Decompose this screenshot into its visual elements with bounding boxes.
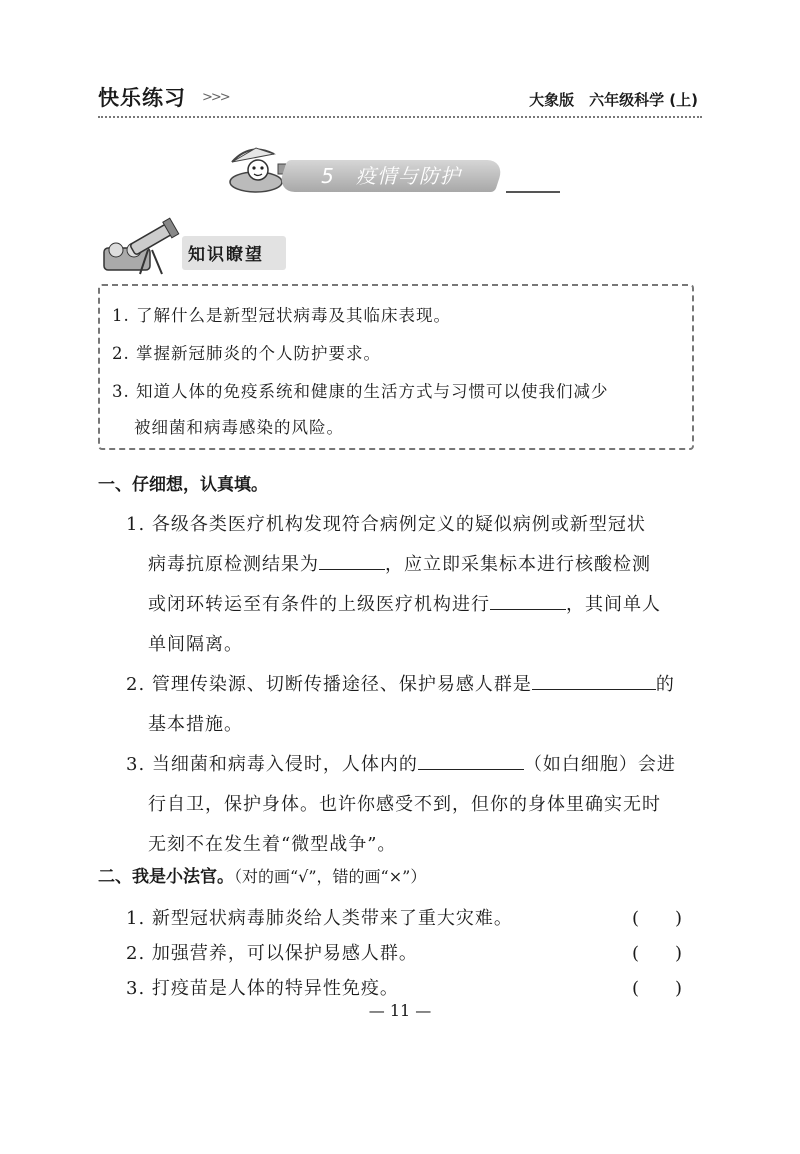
q3-line-2: 行自卫，保护身体。也许你感受不到，但你的身体里确实无时 bbox=[148, 794, 661, 815]
section-1-title: 一、仔细想，认真填。 bbox=[98, 475, 268, 495]
q1-text-b: ，应立即采集标本进行核酸检测 bbox=[385, 554, 651, 575]
q3-blank[interactable] bbox=[418, 769, 524, 770]
q3-line-1 bbox=[126, 750, 676, 776]
q1-text-d: ，其间单人 bbox=[566, 594, 661, 615]
q3-line-3: 无刻不在发生着“微型战争”。 bbox=[148, 834, 397, 855]
title-underline bbox=[506, 191, 560, 193]
q2-blank[interactable] bbox=[532, 689, 656, 690]
section-2-heading: 二、我是小法官。 bbox=[98, 867, 234, 887]
page-number: — 11 — bbox=[368, 1001, 432, 1020]
judge-answer-1[interactable]: ( ) bbox=[632, 908, 683, 929]
lesson-title: 5 疫情与防护 bbox=[321, 164, 461, 188]
lesson-banner bbox=[226, 140, 566, 196]
q1-line-2 bbox=[148, 550, 651, 576]
q1-line-3 bbox=[148, 590, 661, 616]
q1-text-a: 病毒抗原检测结果为 bbox=[148, 554, 319, 575]
q3-text-a: 3. 当细菌和病毒入侵时，人体内的 bbox=[126, 754, 418, 775]
objective-2: 2. 掌握新冠肺炎的个人防护要求。 bbox=[112, 344, 381, 363]
section-2-note: （对的画“√”，错的画“×”） bbox=[234, 867, 427, 886]
knowledge-title: 知识瞭望 bbox=[188, 245, 264, 265]
q2-line-1 bbox=[126, 670, 675, 696]
q1-text-c: 或闭环转运至有条件的上级医疗机构进行 bbox=[148, 594, 490, 615]
section-2-title bbox=[98, 862, 426, 887]
judge-answer-3[interactable]: ( ) bbox=[632, 978, 683, 999]
q1-line-4: 单间隔离。 bbox=[148, 634, 243, 655]
edition-label: 大象版 六年级科学 (上) bbox=[529, 91, 698, 109]
knowledge-header bbox=[100, 210, 300, 276]
judge-item-2: 2. 加强营养，可以保护易感人群。 bbox=[126, 943, 418, 964]
page-header bbox=[98, 80, 702, 118]
q1-line-1: 1. 各级各类医疗机构发现符合病例定义的疑似病例或新型冠状 bbox=[126, 514, 646, 535]
q2-text-b: 的 bbox=[655, 674, 675, 695]
judge-answer-2[interactable]: ( ) bbox=[632, 943, 683, 964]
judge-item-3: 3. 打疫苗是人体的特异性免疫。 bbox=[126, 978, 399, 999]
q1-blank-1[interactable] bbox=[319, 569, 385, 570]
q1-blank-2[interactable] bbox=[490, 609, 566, 610]
brand-title: 快乐练习 bbox=[98, 86, 186, 110]
q2-text-a: 2. 管理传染源、切断传播途径、保护易感人群是 bbox=[126, 674, 532, 695]
objectives-box bbox=[98, 284, 694, 450]
chevron-icon: >>> bbox=[202, 90, 229, 105]
objective-3-cont: 被细菌和病毒感染的风险。 bbox=[134, 418, 344, 437]
objective-1: 1. 了解什么是新型冠状病毒及其临床表现。 bbox=[112, 306, 451, 325]
q2-line-2: 基本措施。 bbox=[148, 714, 243, 735]
objective-3: 3. 知道人体的免疫系统和健康的生活方式与习惯可以使我们减少 bbox=[112, 382, 609, 401]
telescope-icon bbox=[100, 210, 180, 276]
judge-item-1: 1. 新型冠状病毒肺炎给人类带来了重大灾难。 bbox=[126, 908, 513, 929]
q3-text-b: （如白细胞）会进 bbox=[523, 754, 676, 775]
